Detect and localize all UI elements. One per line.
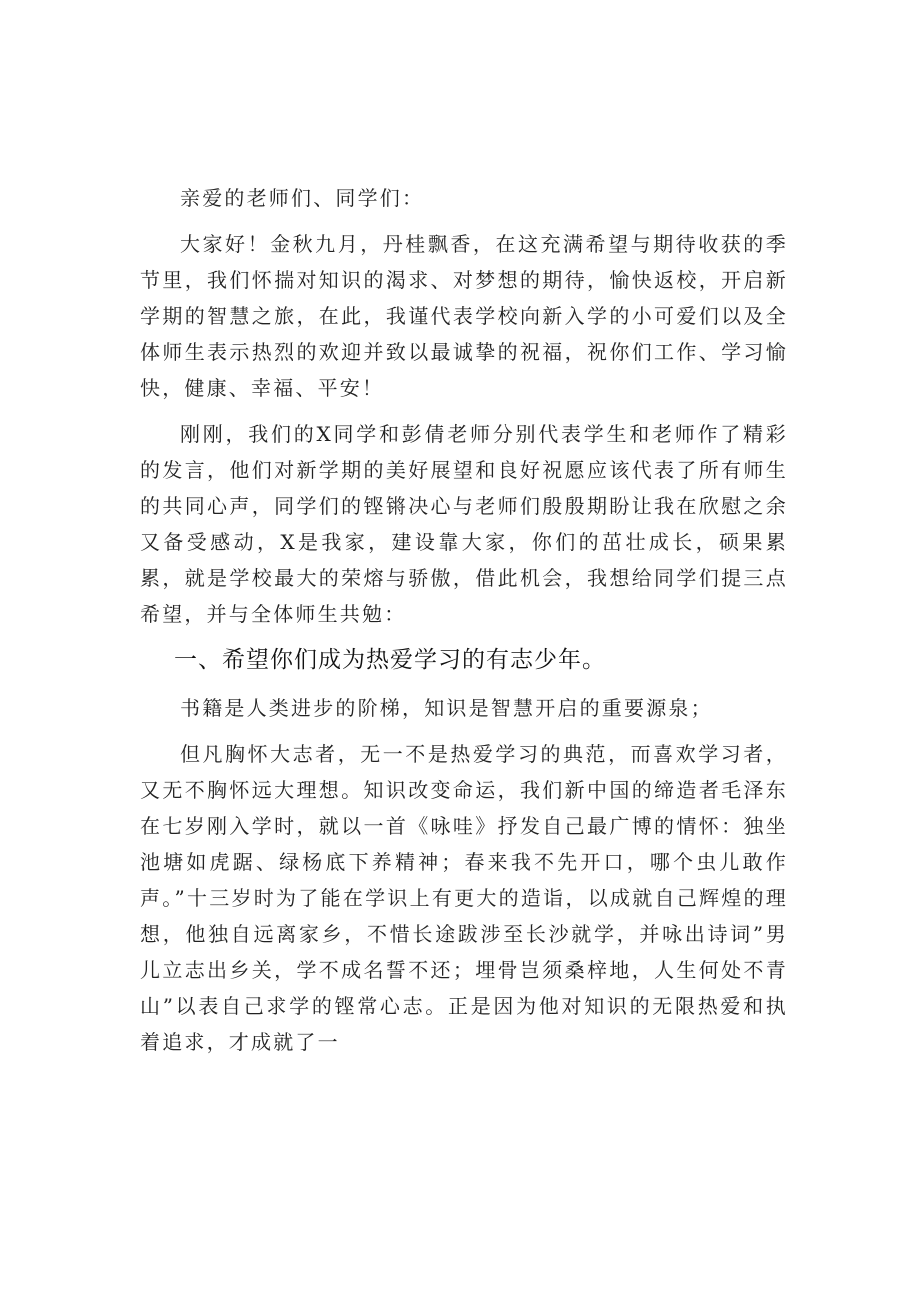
section1-paragraph-books: 书籍是人类进步的阶梯，知识是智慧开启的重要源泉； xyxy=(180,696,713,720)
section1-paragraph-mao: 但凡胸怀大志者，无一不是热爱学习的典范，而喜欢学习者，又无不胸怀远大理想。知识改变命运，我们新中国的缔造者毛泽东在七岁刚入学时，就以一首《咏哇》抒发自己最广博的情怀：独坐池塘如虎踞、绿杨底下养精神；春来我不先开口，哪个虫儿敢作声。”十三岁时为了能在学识上有更大的造诣，以成就自己辉煌的理想，他独自远离家乡，不惜长途跋涉至长沙就学，并咏出诗词”男儿立志出乡关，学不成名誓不还；埋骨岂须桑梓地，人生何处不青山”以表自己求学的铿常心志。正是因为他对知识的无限热爱和执着追求，才成就了一 xyxy=(140,742,788,1054)
paragraph-greeting: 大家好！金秋九月，丹桂飘香，在这充满希望与期待收获的季节里，我们怀揣对知识的渴求、对梦想的期待，愉快返校，开启新学期的智慧之旅，在此，我谨代表学校向新入学的小可爱们以及全体师生表示热烈的欢迎并致以最诚挚的祝福，祝你们工作、学习愉快，健康、幸福、平安！ xyxy=(140,232,788,400)
section-heading-1: 一、希望你们成为热爱学习的有志少年。 xyxy=(174,647,606,673)
salutation: 亲爱的老师们、同学们： xyxy=(180,186,425,210)
document-body xyxy=(140,180,788,1060)
paragraph-speeches: 刚刚，我们的X同学和彭倩老师分别代表学生和老师作了精彩的发言，他们对新学期的美好展望和良好祝愿应该代表了所有师生的共同心声，同学们的铿锵决心与老师们殷殷期盼让我在欣慰之余又备受感动，X是我家，建设靠大家，你们的茁壮成长，硕果累累，就是学校最大的荣熔与骄傲，借此机会，我想给同学们提三点希望，并与全体师生共勉： xyxy=(140,422,788,626)
